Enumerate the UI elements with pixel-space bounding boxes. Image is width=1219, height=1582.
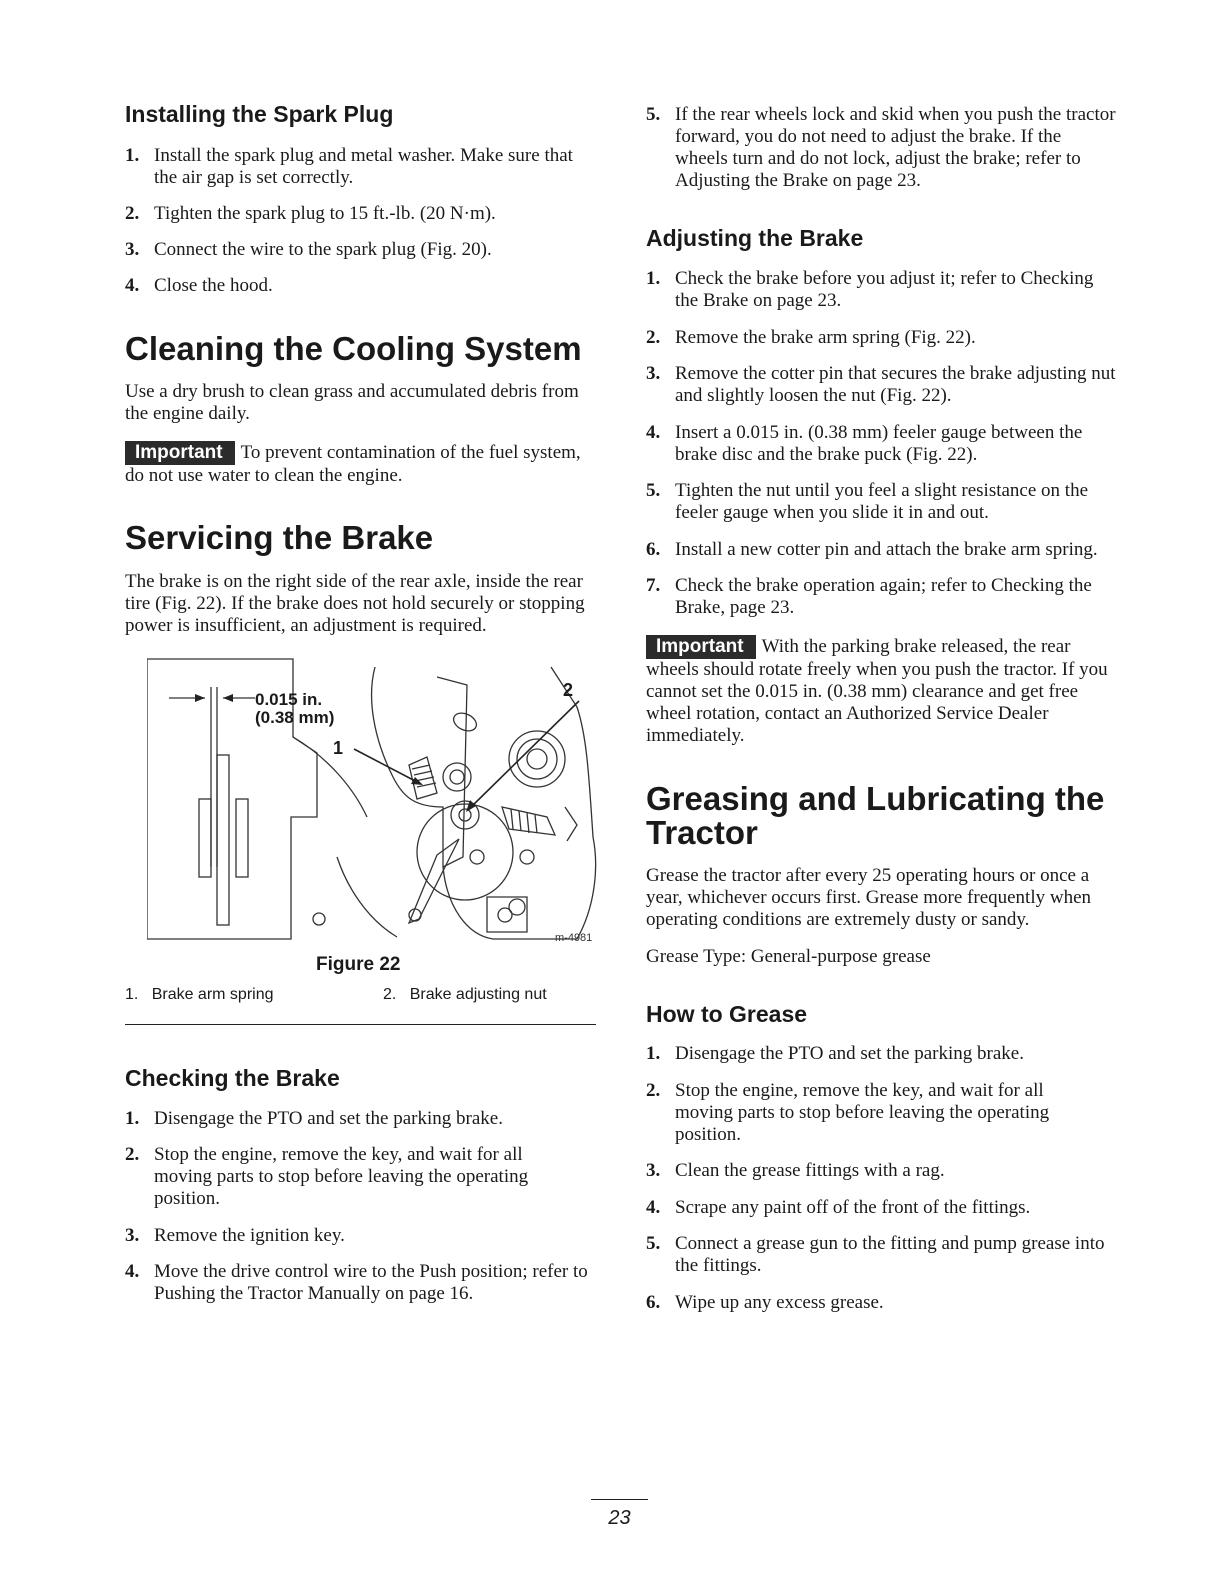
cooling-important-note: Important To prevent contamination of the fuel system, do not use water to clean the engine. bbox=[125, 442, 581, 486]
list-item: 5. If the rear wheels lock and skid when you push the tractor forward, you do not need to adjust the brake. If the wheels turn and do not lock, adjust the brake; refer to Adjusting the Brake on page 23. bbox=[646, 104, 1116, 191]
section-heading-greasing: Greasing and Lubricating the Tractor bbox=[646, 780, 1105, 851]
section-heading-adjusting: Adjusting the Brake bbox=[646, 225, 864, 251]
list-item: 1. Check the brake before you adjust it; refer to Checking the Brake on page 23. bbox=[646, 268, 1094, 311]
section-heading-brake: Servicing the Brake bbox=[125, 519, 434, 556]
list-item: 5. Connect a grease gun to the fitting and pump grease into the fittings. bbox=[646, 1233, 1105, 1276]
callout-1: 1 bbox=[333, 738, 344, 758]
list-item: 1. Disengage the PTO and set the parking brake. bbox=[646, 1043, 1024, 1064]
greasing-paragraph: Grease the tractor after every 25 operating hours or once a year, whichever occurs first. Grease more frequently when operating conditions are extremely dusty or sandy. bbox=[646, 865, 1092, 930]
callout-2: 2 bbox=[563, 680, 574, 700]
list-item: 3. Remove the ignition key. bbox=[125, 1225, 345, 1246]
list-item: 2. Stop the engine, remove the key, and wait for all moving parts to stop before leaving the operating position. bbox=[125, 1144, 529, 1209]
list-item: 7. Check the brake operation again; refer to Checking the Brake, page 23. bbox=[646, 575, 1092, 618]
list-item: 2. Stop the engine, remove the key, and wait for all moving parts to stop before leaving the operating position. bbox=[646, 1080, 1050, 1145]
list-item: 6. Wipe up any excess grease. bbox=[646, 1292, 884, 1313]
list-item: 3. Connect the wire to the spark plug (Fig. 20). bbox=[125, 239, 492, 260]
adjusting-important-note: Important With the parking brake released, the rear wheels should rotate freely when you push the tractor. If you cannot set the 0.015 in. (0.38 mm) clearance and get free wheel rotation, contact an Authorized Service Dealer immediately. bbox=[646, 636, 1108, 746]
list-item: 4. Move the drive control wire to the Push position; refer to Pushing the Tractor Manually on page 16. bbox=[125, 1261, 588, 1304]
brake-housing bbox=[372, 667, 596, 939]
list-item: 1. Disengage the PTO and set the parking brake. bbox=[125, 1108, 503, 1129]
brake-puck-left bbox=[199, 799, 211, 877]
page-number: 23 bbox=[608, 1507, 631, 1529]
gap-label-mm: (0.38 mm) bbox=[255, 708, 335, 727]
brake-paragraph: The brake is on the right side of the rear axle, inside the rear tire (Fig. 22). If the brake does not hold securely or stopping power is insufficient, an adjustment is required. bbox=[125, 571, 585, 636]
section-heading-checking: Checking the Brake bbox=[125, 1065, 340, 1091]
list-item: 4. Scrape any paint off of the front of the fittings. bbox=[646, 1197, 1031, 1218]
list-item: 2. Remove the brake arm spring (Fig. 22). bbox=[646, 327, 976, 348]
list-item: 3. Clean the grease fittings with a rag. bbox=[646, 1160, 945, 1181]
figure-legend-item-1: 1. Brake arm spring bbox=[125, 986, 274, 1003]
brake-drum bbox=[417, 804, 513, 900]
figure-code: m-4981 bbox=[555, 932, 593, 944]
section-heading-spark-plug: Installing the Spark Plug bbox=[125, 101, 394, 127]
spring-coil bbox=[409, 757, 437, 799]
important-badge: Important bbox=[125, 441, 235, 465]
list-item: 4. Insert a 0.015 in. (0.38 mm) feeler gauge between the brake disc and the brake puck (Fig. 22). bbox=[646, 422, 1083, 465]
footer-rule bbox=[591, 1499, 648, 1500]
brake-disc bbox=[217, 755, 229, 925]
important-badge: Important bbox=[646, 635, 756, 659]
gap-label-inches: 0.015 in. bbox=[255, 690, 323, 709]
figure-caption: Figure 22 bbox=[316, 954, 401, 975]
list-item: 6. Install a new cotter pin and attach the brake arm spring. bbox=[646, 539, 1098, 560]
figure-divider bbox=[125, 1024, 596, 1025]
brake-diagram bbox=[147, 657, 599, 945]
list-item: 5. Tighten the nut until you feel a slight resistance on the feeler gauge when you slide it in and out. bbox=[646, 480, 1089, 523]
list-item: 2. Tighten the spark plug to 15 ft.-lb. (20 N·m). bbox=[125, 203, 496, 224]
figure-legend-item-2: 2. Brake adjusting nut bbox=[383, 986, 547, 1003]
list-item: 4. Close the hood. bbox=[125, 275, 273, 296]
cooling-paragraph: Use a dry brush to clean grass and accumulated debris from the engine daily. bbox=[125, 381, 579, 424]
brake-puck-right bbox=[236, 799, 248, 877]
section-heading-cooling: Cleaning the Cooling System bbox=[125, 330, 582, 367]
list-item: 3. Remove the cotter pin that secures the brake adjusting nut and slightly loosen the nut (Fig. 22). bbox=[646, 363, 1116, 406]
section-heading-how-to-grease: How to Grease bbox=[646, 1001, 808, 1027]
figure-22 bbox=[147, 657, 599, 945]
list-item: 1. Install the spark plug and metal washer. Make sure that the air gap is set correctly. bbox=[125, 145, 573, 188]
grease-type: Grease Type: General-purpose grease bbox=[646, 946, 931, 967]
